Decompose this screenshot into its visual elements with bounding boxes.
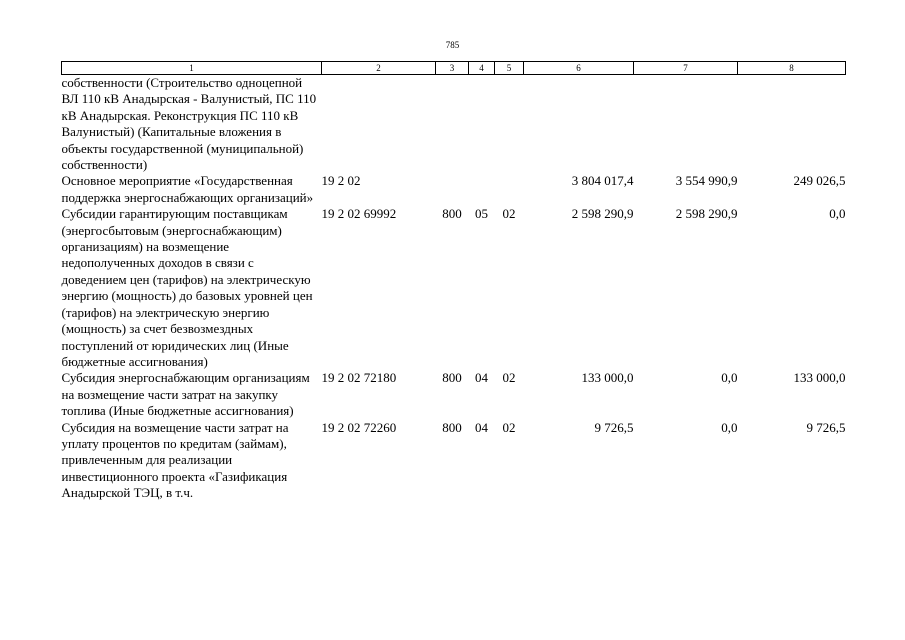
row-c3 xyxy=(436,75,469,174)
row-c3: 800 xyxy=(442,206,462,222)
row-c7 xyxy=(634,75,738,174)
table-row xyxy=(62,75,846,174)
row-code: 19 2 02 xyxy=(321,173,361,189)
column-number: 7 xyxy=(634,62,738,75)
row-code xyxy=(322,75,436,174)
row-code: 19 2 02 69992 xyxy=(321,206,397,222)
table-row xyxy=(62,420,846,502)
row-c8: 0,0 xyxy=(829,206,846,222)
row-name: Основное мероприятие «Государственная поддержка энергоснабжающих организаций» xyxy=(61,173,314,205)
row-c3: 800 xyxy=(442,370,462,386)
column-number: 5 xyxy=(495,62,524,75)
row-c5 xyxy=(495,75,524,174)
column-number: 1 xyxy=(62,62,322,75)
row-c4 xyxy=(469,75,495,174)
row-c6: 2 598 290,9 xyxy=(571,206,634,222)
table-row xyxy=(62,370,846,419)
row-c6: 133 000,0 xyxy=(581,370,634,386)
row-c5: 02 xyxy=(502,370,516,386)
row-name: Субсидия на возмещение части затрат на уплату процентов по кредитам (займам), привлеченным для реализации инвестиционного проекта «Газификация Анадырской ТЭЦ, в т.ч. xyxy=(61,419,289,501)
row-c4: 05 xyxy=(475,206,488,222)
row-c7: 2 598 290,9 xyxy=(675,206,738,222)
column-number-row xyxy=(62,62,846,75)
column-number: 6 xyxy=(524,62,634,75)
row-c8 xyxy=(738,75,846,174)
row-c4: 04 xyxy=(475,370,488,386)
row-c3: 800 xyxy=(442,419,462,435)
row-c8: 133 000,0 xyxy=(793,370,846,386)
budget-table xyxy=(61,61,846,502)
row-c7: 0,0 xyxy=(721,419,738,435)
row-code: 19 2 02 72180 xyxy=(321,370,397,386)
row-c5 xyxy=(495,173,524,206)
table-row xyxy=(62,173,846,206)
row-c8: 249 026,5 xyxy=(793,173,846,189)
table-row xyxy=(62,206,846,370)
row-c6: 9 726,5 xyxy=(594,419,634,435)
column-number: 2 xyxy=(322,62,436,75)
row-c7: 3 554 990,9 xyxy=(675,173,738,189)
row-name: Субсидия энергоснабжающим организациям на возмещение части затрат на закупку топлива (Иные бюджетные ассигнования) xyxy=(61,370,310,419)
row-name: собственности (Строительство одноцепной ВЛ 110 кВ Анадырская - Валунистый, ПС 110 кВ Анадырская. Реконструкция ПС 110 кВ Валунистый) (Капитальные вложения в объекты государственной (муниципальной) собственности) xyxy=(61,75,317,173)
row-code: 19 2 02 72260 xyxy=(321,419,397,435)
row-c4: 04 xyxy=(475,419,488,435)
page-number: 785 xyxy=(445,40,460,50)
row-c7: 0,0 xyxy=(721,370,738,386)
column-number: 8 xyxy=(738,62,846,75)
row-c5: 02 xyxy=(502,206,516,222)
column-number: 4 xyxy=(469,62,495,75)
row-c6: 3 804 017,4 xyxy=(571,173,634,189)
row-c8: 9 726,5 xyxy=(806,419,846,435)
row-c6 xyxy=(524,75,634,174)
row-c5: 02 xyxy=(502,419,516,435)
row-name: Субсидии гарантирующим поставщикам (энергосбытовым (энергоснабжающим) организациям) на возмещение недополученных доходов в связи с доведением цен (тарифов) на электрическую энергию (мощность) до базовых уровней цен (тарифов) на электрическую энергию (мощность) за счет безвозмездных поступлений от юридических лиц (Иные бюджетные ассигнования) xyxy=(61,206,313,369)
row-c3 xyxy=(436,173,469,206)
column-number: 3 xyxy=(436,62,469,75)
row-c4 xyxy=(469,173,495,206)
